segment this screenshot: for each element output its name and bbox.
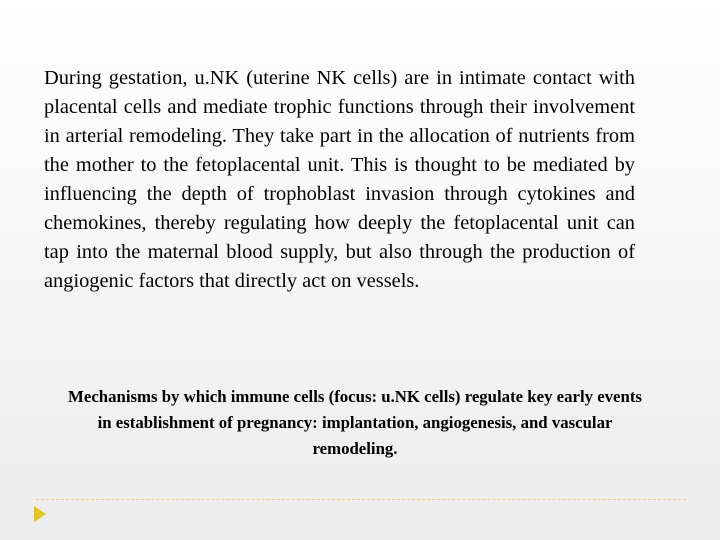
footer-divider <box>36 499 686 500</box>
play-arrow-icon[interactable] <box>34 506 46 522</box>
slide-caption: Mechanisms by which immune cells (focus: u.NK cells) regulate key early events in establishment of pregnancy: implantation, angiogenesis, and vascular remodeling. <box>68 387 642 458</box>
slide-body-text: During gestation, u.NK (uterine NK cells) are in intimate contact with placental cells and mediate trophic functions through their involvement in arterial remodeling. They take part in the allocation of nutrients from the mother to the fetoplacental unit. This is thought to be mediated by influencing the depth of trophoblast invasion through cytokines and chemokines, thereby regulating how deeply the fetoplacental unit can tap into the maternal blood supply, but also through the production of angiogenic factors that directly act on vessels. <box>44 67 635 292</box>
